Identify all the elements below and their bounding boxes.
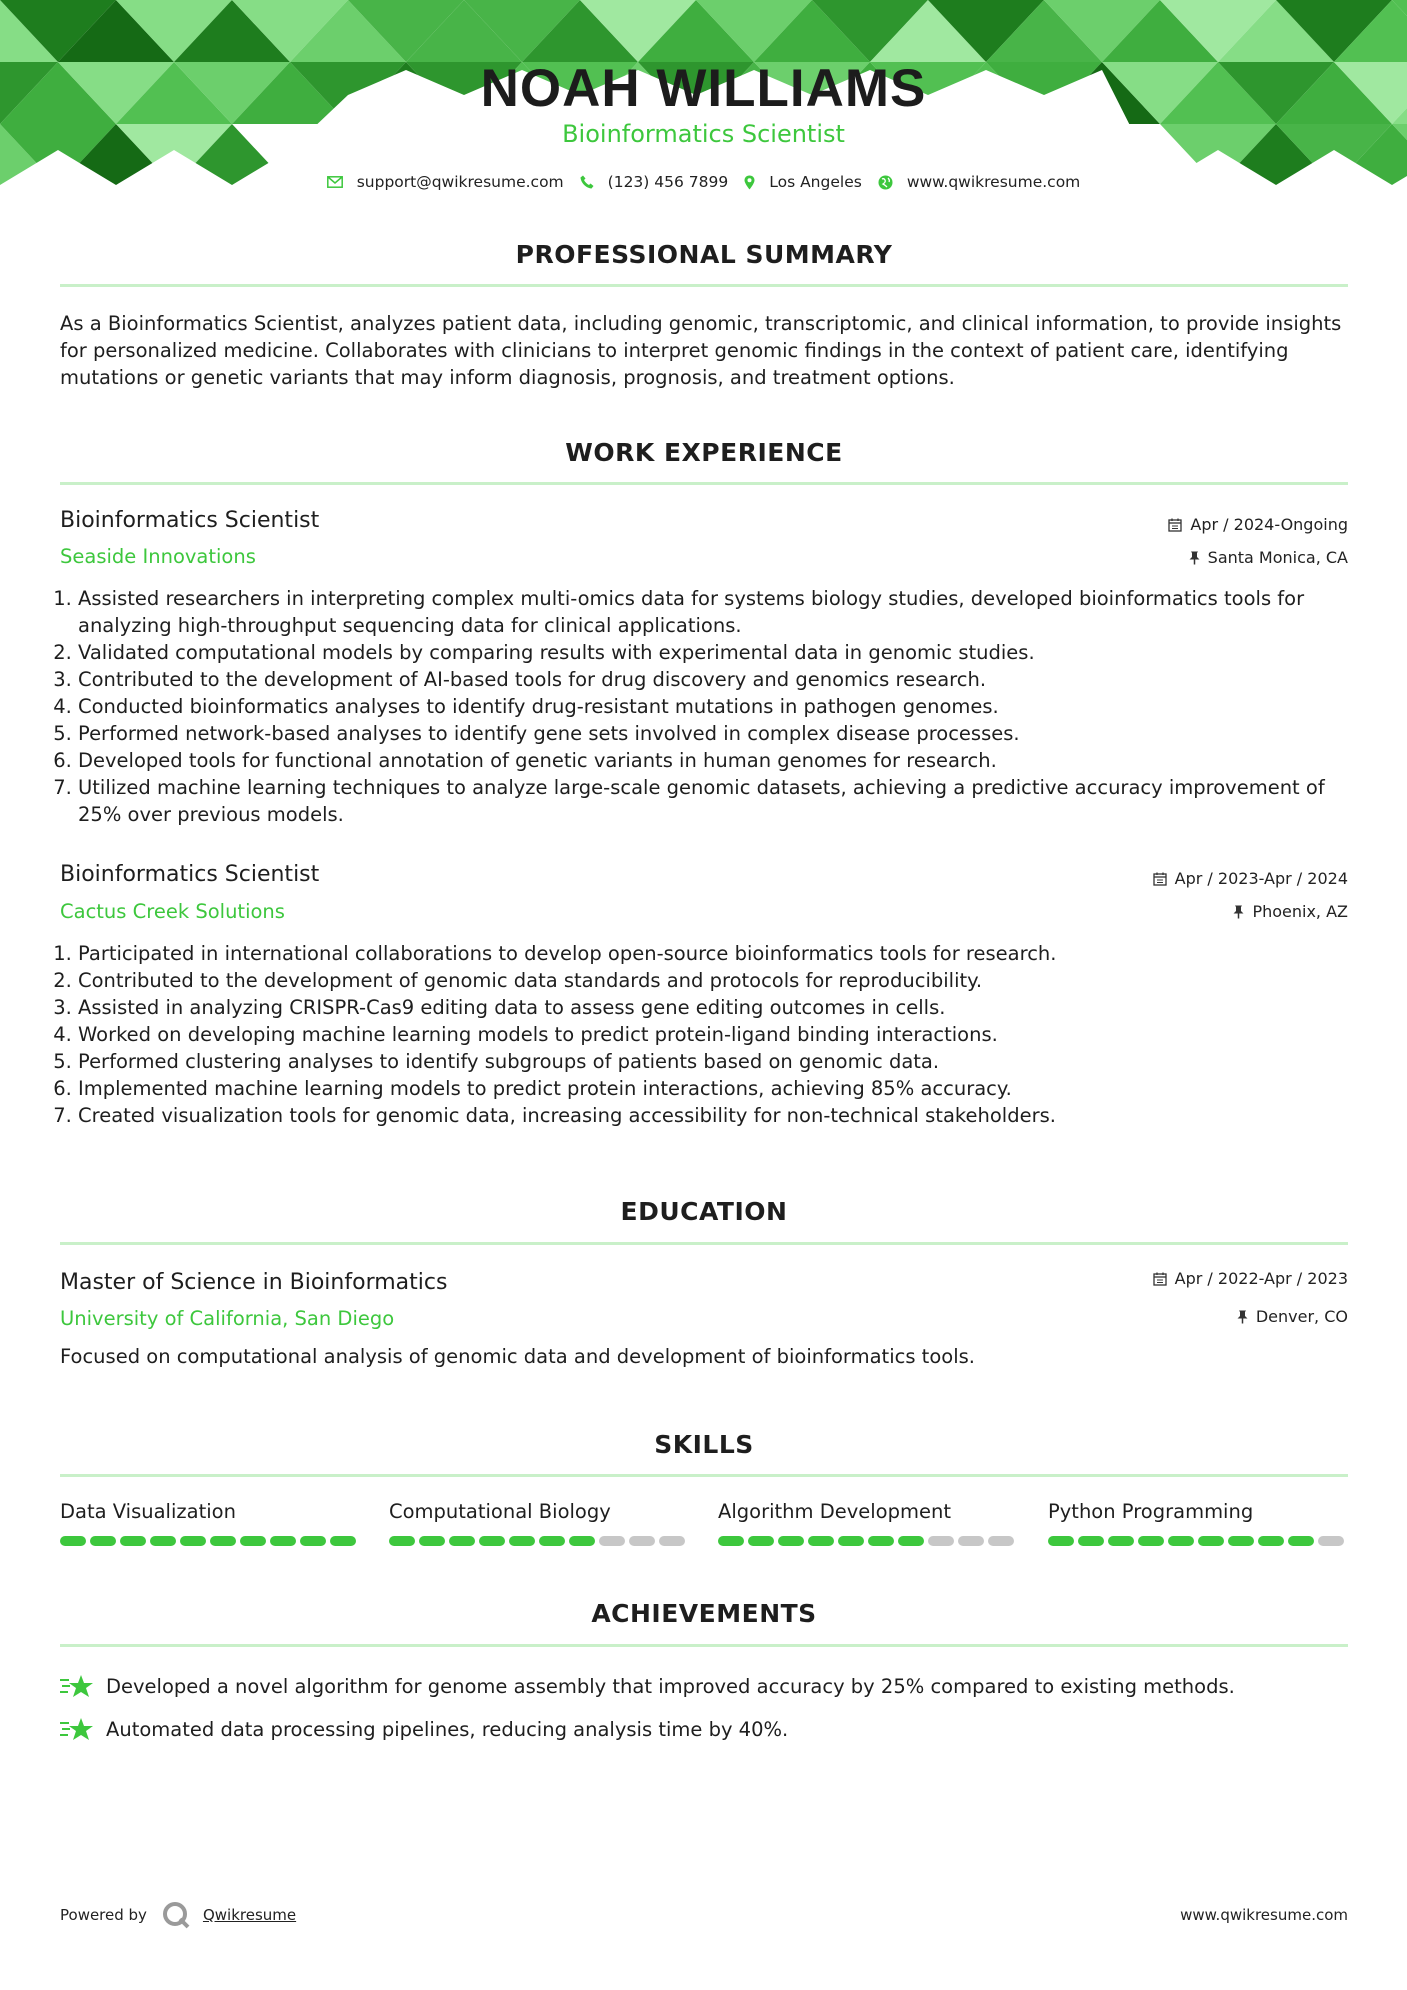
qwikresume-link[interactable]: Qwikresume — [202, 1906, 297, 1924]
education-divider — [60, 1242, 1348, 1245]
calendar-icon — [1153, 1272, 1167, 1286]
achievement-text: Automated data processing pipelines, reducing analysis time by 40%. — [106, 1717, 789, 1741]
skill-name: Computational Biology — [389, 1500, 611, 1523]
skill-rating — [60, 1536, 360, 1546]
skill-name: Algorithm Development — [718, 1500, 951, 1523]
list-item: 2. Validated computational models by comparing results with experimental data in genomic studies. — [78, 639, 1352, 666]
rating-dot-filled — [90, 1536, 116, 1546]
star-icon — [60, 1673, 94, 1699]
list-item: 4. Worked on developing machine learning models to predict protein-ligand binding interactions. — [78, 1021, 1352, 1048]
skill-item — [718, 1500, 1018, 1546]
achievements-heading: ACHIEVEMENTS — [591, 1599, 817, 1628]
experience-heading: WORK EXPERIENCE — [565, 438, 843, 467]
skill-rating — [389, 1536, 689, 1546]
list-item: 6. Developed tools for functional annotation of genetic variants in human genomes for research. — [78, 747, 1352, 774]
education-date-text: Apr / 2022-Apr / 2023 — [1174, 1269, 1348, 1288]
job-date — [1153, 869, 1348, 888]
skills-divider — [60, 1474, 1348, 1477]
summary-heading: PROFESSIONAL SUMMARY — [515, 240, 893, 269]
skill-name: Data Visualization — [60, 1500, 236, 1523]
rating-dot-filled — [1138, 1536, 1164, 1546]
rating-dot-filled — [1078, 1536, 1104, 1546]
rating-dot-filled — [330, 1536, 356, 1546]
candidate-role: Bioinformatics Scientist — [562, 120, 845, 148]
list-item: 7. Utilized machine learning techniques to analyze large-scale genomic datasets, achieving a predictive accuracy improvement of 25% over previous models. — [78, 774, 1352, 828]
calendar-icon — [1168, 518, 1182, 532]
calendar-icon — [1153, 872, 1167, 886]
rating-dot-filled — [808, 1536, 834, 1546]
rating-dot-filled — [838, 1536, 864, 1546]
pushpin-icon — [1189, 551, 1200, 565]
rating-dot-filled — [389, 1536, 415, 1546]
education-description: Focused on computational analysis of genomic data and development of bioinformatics tools. — [60, 1345, 975, 1368]
job-title: Bioinformatics Scientist — [60, 508, 320, 533]
skill-item — [389, 1500, 689, 1546]
contact-website[interactable] — [878, 173, 1080, 191]
rating-dot-filled — [1288, 1536, 1314, 1546]
list-item: 7. Created visualization tools for genomic data, increasing accessibility for non-technical stakeholders. — [78, 1102, 1352, 1129]
list-item: 6. Implemented machine learning models to predict protein interactions, achieving 85% accuracy. — [78, 1075, 1352, 1102]
candidate-name: NOAH WILLIAMS — [480, 59, 927, 118]
list-item: 5. Performed clustering analyses to identify subgroups of patients based on genomic data. — [78, 1048, 1352, 1075]
skill-name: Python Programming — [1048, 1500, 1254, 1523]
skills-heading: SKILLS — [654, 1430, 754, 1459]
envelope-icon — [327, 176, 343, 188]
job-location-text: Phoenix, AZ — [1252, 902, 1348, 921]
contact-location — [744, 173, 862, 191]
rating-dot-filled — [778, 1536, 804, 1546]
rating-dot-filled — [748, 1536, 774, 1546]
rating-dot-filled — [60, 1536, 86, 1546]
list-item: 1. Assisted researchers in interpreting complex multi-omics data for systems biology studies, developed bioinformatics tools for analyzing high-throughput sequencing data for clinical applications. — [78, 585, 1352, 639]
summary-divider — [60, 284, 1348, 287]
education-date — [1153, 1269, 1348, 1288]
rating-dot-filled — [150, 1536, 176, 1546]
education-heading: EDUCATION — [620, 1197, 788, 1226]
rating-dot-filled — [449, 1536, 475, 1546]
job-company: Cactus Creek Solutions — [60, 900, 285, 923]
rating-dot-filled — [1048, 1536, 1074, 1546]
contact-email[interactable] — [327, 173, 564, 191]
rating-dot-filled — [1228, 1536, 1254, 1546]
rating-dot-filled — [210, 1536, 236, 1546]
job-date — [1168, 515, 1348, 534]
rating-dot-empty — [659, 1536, 685, 1546]
summary-text: As a Bioinformatics Scientist, analyzes patient data, including genomic, transcriptomic, and clinical information, to provide insights for personalized medicine. Collaborates with clinicians to interpret genomic findings in the context of patient care, identifying mutations or genetic variants that may inform diagnosis, prognosis, and treatment options. — [60, 312, 1342, 389]
rating-dot-empty — [988, 1536, 1014, 1546]
powered-by-label: Powered by — [60, 1906, 147, 1924]
list-item: 2. Contributed to the development of genomic data standards and protocols for reproducibility. — [78, 967, 1352, 994]
email-text: support@qwikresume.com — [356, 173, 564, 191]
footer-powered-by — [60, 1900, 296, 1930]
map-pin-icon — [744, 175, 755, 190]
contact-bar — [0, 173, 1407, 191]
rating-dot-filled — [1108, 1536, 1134, 1546]
education-location-text: Denver, CO — [1255, 1307, 1348, 1326]
skill-rating — [1048, 1536, 1348, 1546]
phone-text: (123) 456 7899 — [607, 173, 729, 191]
school-name: University of California, San Diego — [60, 1307, 395, 1330]
rating-dot-filled — [868, 1536, 894, 1546]
rating-dot-filled — [240, 1536, 266, 1546]
job-location — [1233, 902, 1348, 921]
rating-dot-filled — [1168, 1536, 1194, 1546]
job-bullets — [52, 940, 1352, 1129]
job-bullets — [52, 585, 1352, 828]
skill-rating — [718, 1536, 1018, 1546]
list-item: 3. Assisted in analyzing CRISPR-Cas9 editing data to assess gene editing outcomes in cells. — [78, 994, 1352, 1021]
job-location-text: Santa Monica, CA — [1207, 548, 1348, 567]
rating-dot-empty — [599, 1536, 625, 1546]
globe-icon — [878, 175, 893, 190]
footer-website[interactable]: www.qwikresume.com — [1180, 1906, 1348, 1924]
education-location — [1237, 1307, 1348, 1326]
website-text: www.qwikresume.com — [906, 173, 1081, 191]
rating-dot-filled — [1198, 1536, 1224, 1546]
job-location — [1189, 548, 1348, 567]
rating-dot-filled — [569, 1536, 595, 1546]
contact-phone[interactable] — [580, 173, 729, 191]
skill-item — [60, 1500, 360, 1546]
achievements-divider — [60, 1644, 1348, 1647]
rating-dot-filled — [479, 1536, 505, 1546]
rating-dot-empty — [928, 1536, 954, 1546]
rating-dot-filled — [120, 1536, 146, 1546]
phone-icon — [580, 175, 594, 189]
skill-item — [1048, 1500, 1348, 1546]
achievement-text: Developed a novel algorithm for genome assembly that improved accuracy by 25% compared to existing methods. — [106, 1674, 1235, 1698]
pushpin-icon — [1237, 1310, 1248, 1324]
achievement-item — [60, 1716, 788, 1742]
rating-dot-empty — [958, 1536, 984, 1546]
rating-dot-empty — [629, 1536, 655, 1546]
rating-dot-empty — [1318, 1536, 1344, 1546]
rating-dot-filled — [539, 1536, 565, 1546]
rating-dot-filled — [300, 1536, 326, 1546]
pushpin-icon — [1233, 905, 1244, 919]
rating-dot-filled — [1258, 1536, 1284, 1546]
rating-dot-filled — [509, 1536, 535, 1546]
job-date-text: Apr / 2024-Ongoing — [1190, 515, 1348, 534]
achievement-item — [60, 1673, 1235, 1699]
rating-dot-filled — [718, 1536, 744, 1546]
list-item: 5. Performed network-based analyses to identify gene sets involved in complex disease processes. — [78, 720, 1352, 747]
list-item: 3. Contributed to the development of AI-based tools for drug discovery and genomics research. — [78, 666, 1352, 693]
rating-dot-filled — [270, 1536, 296, 1546]
job-company: Seaside Innovations — [60, 545, 256, 568]
list-item: 1. Participated in international collaborations to develop open-source bioinformatics tools for research. — [78, 940, 1352, 967]
job-date-text: Apr / 2023-Apr / 2024 — [1174, 869, 1348, 888]
star-icon — [60, 1716, 94, 1742]
job-title: Bioinformatics Scientist — [60, 862, 320, 887]
list-item: 4. Conducted bioinformatics analyses to identify drug-resistant mutations in pathogen genomes. — [78, 693, 1352, 720]
rating-dot-filled — [180, 1536, 206, 1546]
qwikresume-logo-icon — [161, 1900, 191, 1930]
experience-divider — [60, 482, 1348, 485]
location-text: Los Angeles — [769, 173, 862, 191]
rating-dot-filled — [419, 1536, 445, 1546]
rating-dot-filled — [898, 1536, 924, 1546]
degree-title: Master of Science in Bioinformatics — [60, 1270, 448, 1295]
